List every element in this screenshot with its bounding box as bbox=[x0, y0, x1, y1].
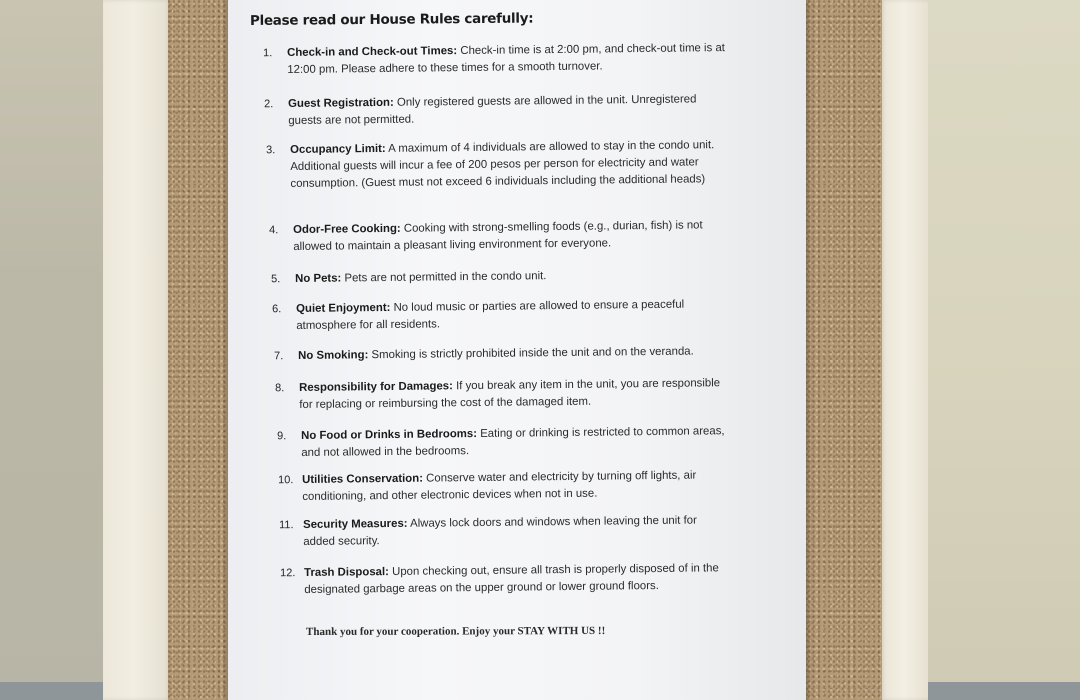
rule-text: Cooking with strong-smelling foods (e.g., durian, fish) is not allowed to maintain a pleasant living environment for everyone. bbox=[293, 219, 703, 253]
frosted-glass-left bbox=[0, 0, 120, 700]
rule-text: Upon checking out, ensure all trash is properly disposed of in the designated garbage areas on the upper ground or lower ground floors. bbox=[304, 562, 719, 596]
rule-number: 9. bbox=[277, 430, 287, 443]
rule-number: 11. bbox=[279, 519, 294, 532]
rule-number: 2. bbox=[264, 98, 274, 111]
rule-item bbox=[278, 467, 730, 506]
sheet-heading: Please read our House Rules carefully: bbox=[249, 10, 534, 29]
rule-text: Smoking is strictly prohibited inside the unit and on the veranda. bbox=[368, 345, 694, 362]
board-frame-left bbox=[103, 0, 171, 700]
rule-number: 4. bbox=[269, 224, 279, 237]
rule-item bbox=[280, 560, 732, 599]
rule-title: No Pets: bbox=[295, 272, 342, 285]
rule-title: Check-in and Check-out Times: bbox=[287, 45, 458, 59]
rule-text: If you break any item in the unit, you are responsible for replacing or reimbursing the cost of the damaged item. bbox=[299, 377, 721, 411]
rule-title: Security Measures: bbox=[303, 517, 408, 531]
board-frame-right bbox=[880, 0, 928, 700]
rule-text: Check-in time is at 2:00 pm, and check-out time is at 12:00 pm. Please adhere to these times for a smooth turnover. bbox=[287, 42, 725, 76]
rule-number: 8. bbox=[275, 382, 285, 395]
rule-item bbox=[266, 137, 733, 193]
rule-item bbox=[275, 375, 731, 414]
rule-item bbox=[269, 217, 731, 256]
rule-item bbox=[279, 512, 731, 551]
rule-item bbox=[272, 296, 730, 335]
rule-number: 7. bbox=[274, 350, 284, 363]
rule-number: 1. bbox=[263, 47, 273, 60]
rule-title: Guest Registration: bbox=[288, 96, 394, 110]
rule-number: 5. bbox=[271, 273, 281, 286]
rule-text: A maximum of 4 individuals are allowed to stay in the condo unit. Additional guests will incur a fee of 200 pesos per person for electricity and water consumption. (Guest must not exceed 6 individuals including the additional heads) bbox=[290, 139, 715, 190]
rule-text: Conserve water and electricity by turning off lights, air conditioning, and other electronic devices when not in use. bbox=[302, 469, 697, 503]
frosted-glass-right bbox=[925, 0, 1080, 700]
rule-item bbox=[263, 40, 733, 79]
rule-title: Quiet Enjoyment: bbox=[296, 301, 391, 315]
rule-title: Occupancy Limit: bbox=[290, 142, 386, 156]
rule-title: Trash Disposal: bbox=[304, 566, 389, 579]
rule-text: Always lock doors and windows when leaving the unit for added security. bbox=[303, 514, 697, 548]
rule-number: 10. bbox=[278, 474, 294, 487]
rule-title: Odor-Free Cooking: bbox=[293, 222, 401, 236]
rule-text: Eating or drinking is restricted to common areas, and not allowed in the bedrooms. bbox=[301, 425, 725, 459]
rule-title: No Smoking: bbox=[298, 349, 369, 362]
rule-item bbox=[264, 91, 730, 130]
rule-text: No loud music or parties are allowed to ensure a peaceful atmosphere for all residents. bbox=[296, 298, 685, 332]
rule-title: No Food or Drinks in Bedrooms: bbox=[301, 428, 478, 442]
rule-text: Only registered guests are allowed in the unit. Unregistered guests are not permitted. bbox=[288, 93, 697, 127]
closing-line: Thank you for your cooperation. Enjoy your STAY WITH US !! bbox=[306, 624, 606, 638]
rule-title: Responsibility for Damages: bbox=[299, 380, 453, 394]
rule-number: 12. bbox=[280, 567, 296, 580]
rule-number: 3. bbox=[266, 144, 276, 157]
rule-item bbox=[277, 423, 729, 462]
rule-title: Utilities Conservation: bbox=[302, 472, 424, 486]
rule-number: 6. bbox=[272, 303, 282, 316]
rule-text: Pets are not permitted in the condo unit. bbox=[341, 270, 547, 285]
